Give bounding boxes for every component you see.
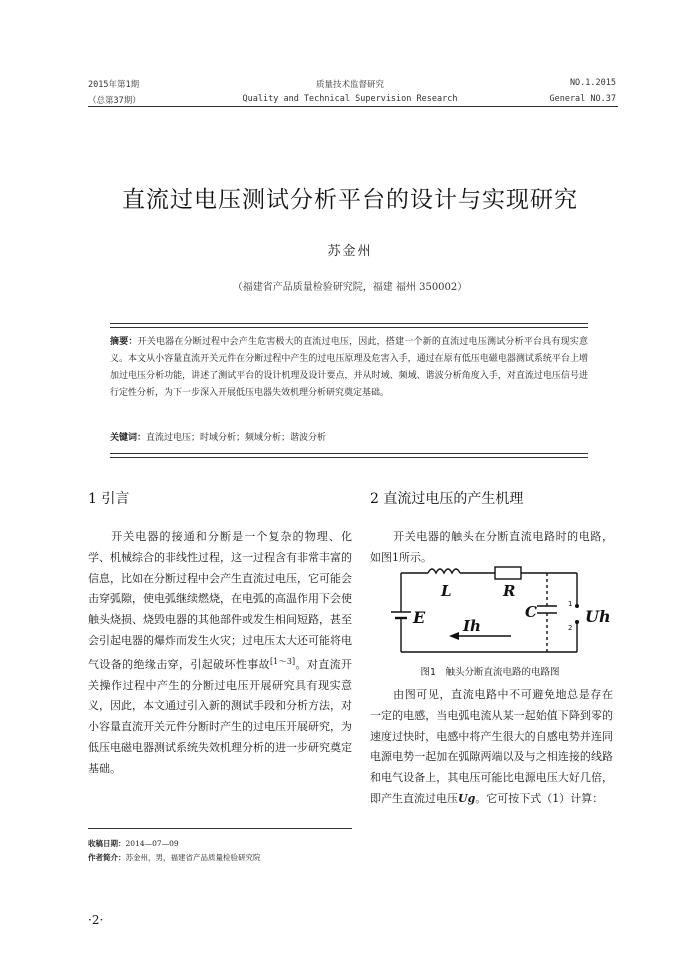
general-number: General NO.37 xyxy=(549,94,616,104)
footnote-rule xyxy=(88,828,352,829)
abstract xyxy=(110,334,588,402)
section-1-body xyxy=(88,527,352,780)
label-E: E xyxy=(413,608,426,627)
journal-total-issue: （总第37期） xyxy=(88,96,141,106)
section-2-heading: 2 直流过电压的产生机理 xyxy=(370,491,524,507)
section-2-text-b: 。它可按下式（1）计算： xyxy=(475,791,604,805)
header-rule xyxy=(88,106,618,107)
contact-2-label: 2 xyxy=(568,624,573,632)
abstract-top-rule xyxy=(110,323,588,328)
citation: [1～3] xyxy=(269,656,296,666)
label-Ih: Ih xyxy=(463,617,481,635)
received-date-value: 2014—07—09 xyxy=(125,839,179,848)
abstract-text: 开关电器在分断过程中会产生危害极大的直流过电压，因此，搭建一个新的直流过电压测试分析平台具有现实意义。本文从小容量直流开关元件在分断过程中产生的过电压原理及危害入手，通过在原有低压电磁电器测试系统平台上增加过电压分析功能，讲述了测试平台的设计机理及设计要点，并从时域、频域、谐波分析角度入手，对直流过电压信号进行定性分析，为下一步深入开展低压电器失效机理分析研究奠定基础。 xyxy=(110,337,588,398)
section-1-heading: 1 引言 xyxy=(88,491,130,507)
section-1-text-b: 。对直流开关操作过程中产生的分断过电压开展研究具有现实意义，因此，本文通过引入新的测试手段和分析方法，对小容量直流开关元件分断时产生的过电压开展研究，为低压电磁电器测试系统失效机理分析的进一步研究奠定基础。 xyxy=(88,657,353,775)
page-number: ·2· xyxy=(88,913,104,927)
section-1-text-a: 开关电器的接通和分断是一个复杂的物理、化学、机械综合的非线性过程，这一过程含有非常丰富的信息，比如在分断过程中会产生直流过电压，它可能会击穿弧隙，使电弧继续燃烧，在电弧的高温作用下会使触头烧损、烧毁电器的其他部件或发生相间短路，甚至会引起电器的爆炸而发生火灾；过电压太大还可能将电气设备的绝缘击穿，引起破坏性事故 xyxy=(88,530,352,671)
author-affiliation: （福建省产品质量检验研究院，福建 福州 350002） xyxy=(232,282,468,293)
contact-1-dot xyxy=(575,604,579,608)
keywords-text: 直流过电压；时域分析；频域分析；谐波分析 xyxy=(146,433,327,443)
label-R: R xyxy=(503,582,516,600)
received-label: 收稿日期： xyxy=(88,839,126,848)
abstract-bottom-rule xyxy=(110,453,588,458)
received-date xyxy=(88,838,179,849)
author-info xyxy=(88,852,261,863)
author-info-label: 作者简介： xyxy=(88,853,126,862)
contact-1-label: 1 xyxy=(568,600,573,608)
circuit-diagram xyxy=(383,560,611,660)
section-2-text-a: 由图可见，直流电路中不可避免地总是存在一定的电感，当电弧电流从某一起始值下降到零的速度过快时，电感中将产生很大的自感电势并连同电源电势一起加在弧隙两端以及与之相连接的线路和电气设备上，其电压可能比电源电压大好几倍，即产生直流过电压 xyxy=(370,688,613,805)
journal-name-cn: 质量技术监督研究 xyxy=(315,80,384,90)
contact-2-dot xyxy=(575,620,579,624)
inductor xyxy=(428,569,460,573)
paper-author: 苏金州 xyxy=(327,244,373,259)
author-info-value: 苏金州，男，福建省产品质量检验研究院 xyxy=(125,853,261,862)
label-Uh: Uh xyxy=(585,607,611,626)
label-C: C xyxy=(525,603,537,621)
symbol-Ug: Ug xyxy=(458,791,476,805)
keywords xyxy=(110,430,326,443)
section-2-para-1: 开关电器的触头在分断直流电路时的电路，如图1所示。 xyxy=(370,530,613,564)
issue-number: NO.1.2015 xyxy=(569,78,616,88)
paper-title: 直流过电压测试分析平台的设计与实现研究 xyxy=(122,187,578,213)
figure-1-caption: 图1 触头分断直流电路的电路图 xyxy=(420,667,560,678)
current-arrow-head xyxy=(449,632,459,640)
abstract-label: 摘要： xyxy=(110,337,138,347)
keywords-label: 关键词： xyxy=(110,433,147,443)
journal-name-en: Quality and Technical Supervision Research xyxy=(242,94,458,104)
resistor xyxy=(495,567,521,579)
journal-issue: 2015年第1期 xyxy=(88,80,140,90)
label-L: L xyxy=(441,582,452,600)
section-2-body xyxy=(370,685,613,810)
